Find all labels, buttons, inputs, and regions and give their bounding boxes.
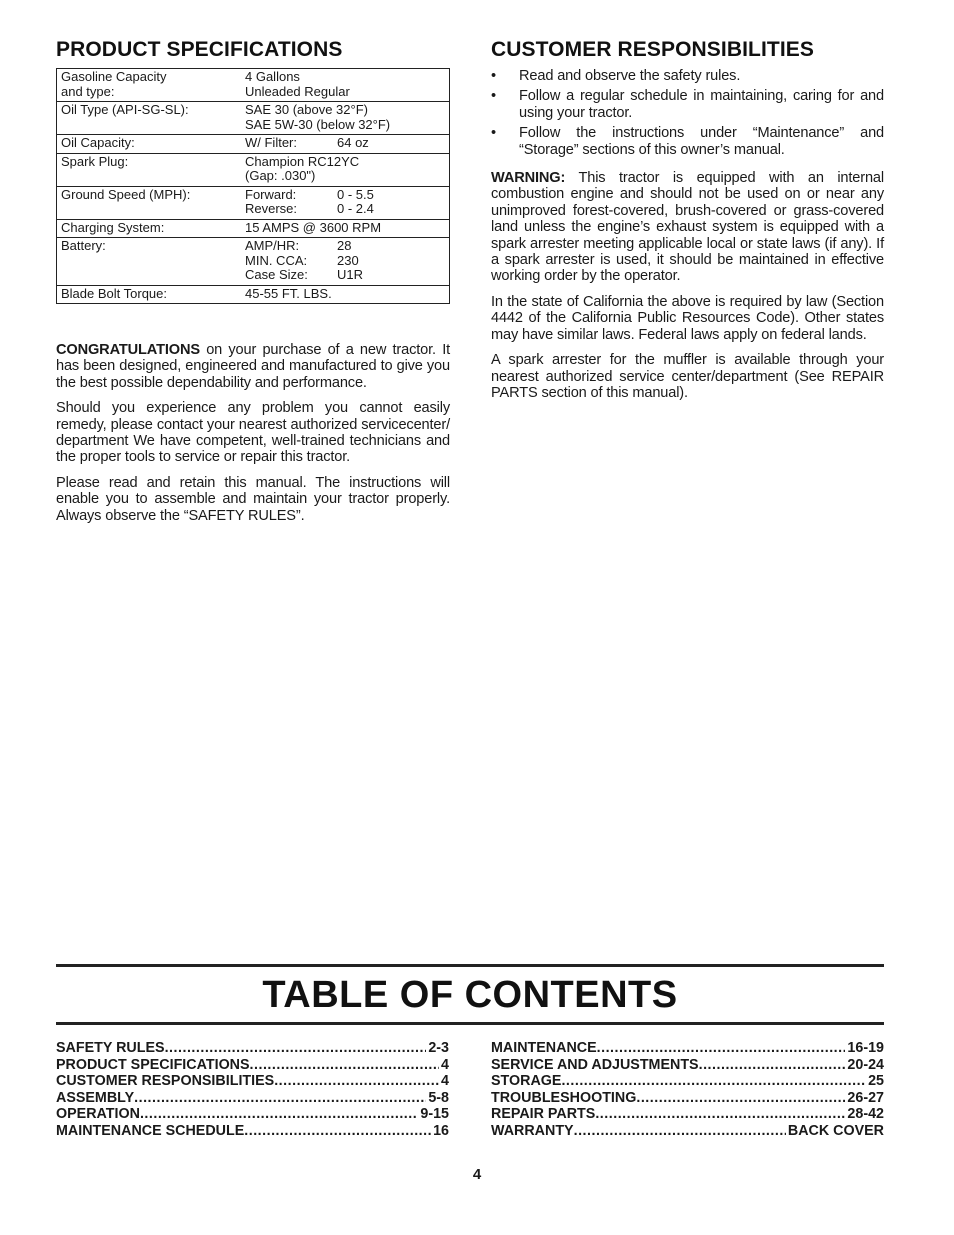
toc-entry bbox=[491, 1123, 884, 1140]
toc-leader-dots bbox=[699, 1057, 846, 1074]
spec-subrow bbox=[245, 268, 445, 283]
toc-entry bbox=[56, 1073, 449, 1090]
toc-leader-dots bbox=[140, 1106, 418, 1123]
toc-leader-dots bbox=[274, 1073, 439, 1090]
table-row bbox=[57, 69, 450, 102]
intro-section bbox=[56, 342, 450, 524]
bullet: • bbox=[491, 68, 496, 84]
spec-subrow bbox=[245, 188, 445, 203]
spec-sublabel: W/ Filter: bbox=[245, 135, 297, 150]
toc-entry-page: 26-27 bbox=[847, 1089, 884, 1106]
toc-left-column bbox=[56, 1040, 449, 1139]
spec-value: 15 AMPS @ 3600 RPM bbox=[241, 219, 450, 238]
spec-value: Champion RC12YC (Gap: .030") bbox=[241, 153, 450, 186]
table-row bbox=[57, 135, 450, 154]
spec-subrow bbox=[245, 239, 445, 254]
toc-entry-label: SERVICE AND ADJUSTMENTS bbox=[491, 1056, 699, 1073]
spec-sublabel: Case Size: bbox=[245, 267, 308, 282]
specs-table bbox=[56, 68, 450, 304]
toc-entry-label: MAINTENANCE bbox=[491, 1040, 597, 1056]
spec-subvalue: U1R bbox=[337, 267, 364, 282]
table-row bbox=[57, 153, 450, 186]
toc-entry-page: 9-15 bbox=[420, 1106, 449, 1122]
problem-paragraph: Should you experience any problem you cannot easily remedy, please contact your nearest authorized servicecenter/ department We have competent, well-trained technicians and the proper tools to service or repair this tractor. bbox=[56, 400, 450, 466]
toc-entry bbox=[491, 1057, 884, 1074]
toc-entry bbox=[56, 1040, 449, 1057]
toc-entry-label: OPERATION bbox=[56, 1106, 140, 1122]
spec-sublabel: AMP/HR: bbox=[245, 238, 300, 253]
spec-subvalue: 0 - 5.5 bbox=[337, 186, 374, 202]
spec-subvalue: 0 - 2.4 bbox=[337, 201, 374, 216]
spec-value bbox=[241, 135, 450, 154]
spec-value bbox=[241, 186, 450, 219]
toc-entry-page: 5-8 bbox=[428, 1089, 449, 1106]
toc-entry-label: PRODUCT SPECIFICATIONS bbox=[56, 1056, 250, 1073]
toc-entry-label: WARRANTY bbox=[491, 1122, 574, 1139]
spec-label: Gasoline Capacity and type: bbox=[57, 69, 242, 102]
spec-label: Oil Type (API-SG-SL): bbox=[57, 102, 242, 135]
toc-entry bbox=[56, 1106, 449, 1123]
warning-text: This tractor is equipped with an internal combustion engine and should not be used on or near any unimproved forest-covered, brush-covered or grass-covered land unless the engine’s exhaust system is equipped with a spark arrester meeting applicable local or state laws (if any). If a spark arrester is used, it should be maintained in effective working order by the operator. bbox=[491, 170, 884, 285]
toc-entry-page: 20-24 bbox=[847, 1056, 884, 1073]
spec-subrow bbox=[245, 136, 445, 151]
toc-entry-label: STORAGE bbox=[491, 1073, 562, 1089]
congrats-lead: CONGRATULATIONS bbox=[56, 342, 200, 358]
toc-entry bbox=[491, 1106, 884, 1123]
toc-leader-dots bbox=[574, 1123, 786, 1140]
retain-manual-paragraph: Please read and retain this manual. The instructions will enable you to assemble and maintain your tractor properly. Always observe the “SAFETY RULES”. bbox=[56, 474, 450, 524]
toc-entry bbox=[56, 1057, 449, 1074]
toc-entry-page: 2-3 bbox=[428, 1040, 449, 1056]
toc-entry-page: 4 bbox=[441, 1056, 449, 1073]
right-column bbox=[491, 36, 884, 410]
spec-label: Ground Speed (MPH): bbox=[57, 186, 242, 219]
warning-paragraph bbox=[491, 170, 884, 285]
table-row bbox=[57, 238, 450, 286]
toc-leader-dots bbox=[595, 1106, 845, 1123]
left-column bbox=[56, 36, 450, 533]
spec-subrow bbox=[245, 254, 445, 269]
toc-leader-dots bbox=[636, 1090, 845, 1107]
spec-value: 45-55 FT. LBS. bbox=[241, 285, 450, 304]
toc-entry bbox=[491, 1073, 884, 1090]
spec-subrow bbox=[245, 202, 445, 217]
divider bbox=[56, 1022, 884, 1025]
toc-leader-dots bbox=[165, 1040, 427, 1057]
spec-value: SAE 30 (above 32°F) SAE 5W-30 (below 32°F) bbox=[241, 102, 450, 135]
spec-subvalue: 64 oz bbox=[337, 135, 369, 150]
congrats-text: on your purchase of a new tractor. It has been designed, engineered and manufactured to give you the best possible dependability and performance. bbox=[56, 342, 450, 391]
toc-entry bbox=[56, 1090, 449, 1107]
toc-entry-page: 16-19 bbox=[847, 1040, 884, 1056]
spec-label: Spark Plug: bbox=[57, 153, 242, 186]
warning-lead: WARNING: bbox=[491, 170, 566, 187]
toc-heading: TABLE OF CONTENTS bbox=[262, 974, 678, 1016]
spec-sublabel: Reverse: bbox=[245, 201, 298, 216]
toc-entry-label: REPAIR PARTS bbox=[491, 1106, 596, 1122]
table-row bbox=[57, 102, 450, 135]
toc-entry-page: 28-42 bbox=[847, 1106, 884, 1122]
toc-entry-label: MAINTENANCE SCHEDULE bbox=[56, 1122, 245, 1139]
list-item: • Follow a regular schedule in maintaining, caring for and using your tractor. bbox=[491, 88, 884, 121]
table-row bbox=[57, 219, 450, 238]
spark-arrester-paragraph: A spark arrester for the muffler is available through your nearest authorized service center/department (See REPAIR PARTS section of this manual). bbox=[491, 352, 884, 401]
toc-entry-page: 16 bbox=[433, 1122, 449, 1139]
responsibilities-heading: CUSTOMER RESPONSIBILITIES bbox=[491, 38, 814, 61]
spec-sublabel: MIN. CCA: bbox=[245, 252, 308, 268]
list-item: • Read and observe the safety rules. bbox=[491, 68, 741, 84]
toc-entry bbox=[491, 1090, 884, 1107]
spec-subvalue: 230 bbox=[337, 252, 359, 268]
spec-label: Oil Capacity: bbox=[57, 135, 242, 154]
specs-heading: PRODUCT SPECIFICATIONS bbox=[56, 38, 343, 61]
bullet: • bbox=[491, 125, 496, 142]
toc-entry-page: BACK COVER bbox=[787, 1122, 884, 1139]
responsibilities-list bbox=[491, 68, 884, 158]
spec-subvalue: 28 bbox=[337, 238, 352, 253]
bullet: • bbox=[491, 88, 496, 105]
page-number: 4 bbox=[472, 1166, 482, 1183]
spec-label: Battery: bbox=[57, 238, 242, 286]
toc-right-column bbox=[491, 1040, 884, 1139]
toc-entry-page: 25 bbox=[868, 1073, 884, 1089]
spec-sublabel: Forward: bbox=[245, 186, 297, 202]
table-row bbox=[57, 186, 450, 219]
toc-entry-label: SAFETY RULES bbox=[56, 1040, 165, 1056]
spec-label: Blade Bolt Torque: bbox=[57, 285, 242, 304]
congrats-paragraph bbox=[56, 342, 450, 391]
table-of-contents bbox=[56, 964, 884, 1139]
toc-leader-dots bbox=[244, 1123, 431, 1140]
toc-leader-dots bbox=[561, 1073, 866, 1090]
toc-leader-dots bbox=[250, 1057, 440, 1074]
table-row bbox=[57, 285, 450, 304]
toc-entry bbox=[491, 1040, 884, 1057]
toc-entry-label: TROUBLESHOOTING bbox=[491, 1089, 637, 1106]
california-paragraph: In the state of California the above is required by law (Section 4442 of the California Public Resources Code). Other states may have similar laws. Federal laws apply on federal lands. bbox=[491, 293, 884, 343]
toc-entry-page: 4 bbox=[441, 1073, 449, 1089]
toc-entry bbox=[56, 1123, 449, 1140]
list-item: • Follow the instructions under “Maintenance” and “Storage” sections of this owner’s manual. bbox=[491, 125, 884, 158]
toc-entry-label: ASSEMBLY bbox=[56, 1089, 135, 1106]
spec-value bbox=[241, 238, 450, 286]
toc-entry-label: CUSTOMER RESPONSIBILITIES bbox=[56, 1073, 275, 1089]
toc-leader-dots bbox=[597, 1040, 846, 1057]
spec-value: 4 Gallons Unleaded Regular bbox=[241, 69, 450, 102]
toc-leader-dots bbox=[134, 1090, 426, 1107]
spec-label: Charging System: bbox=[57, 219, 242, 238]
